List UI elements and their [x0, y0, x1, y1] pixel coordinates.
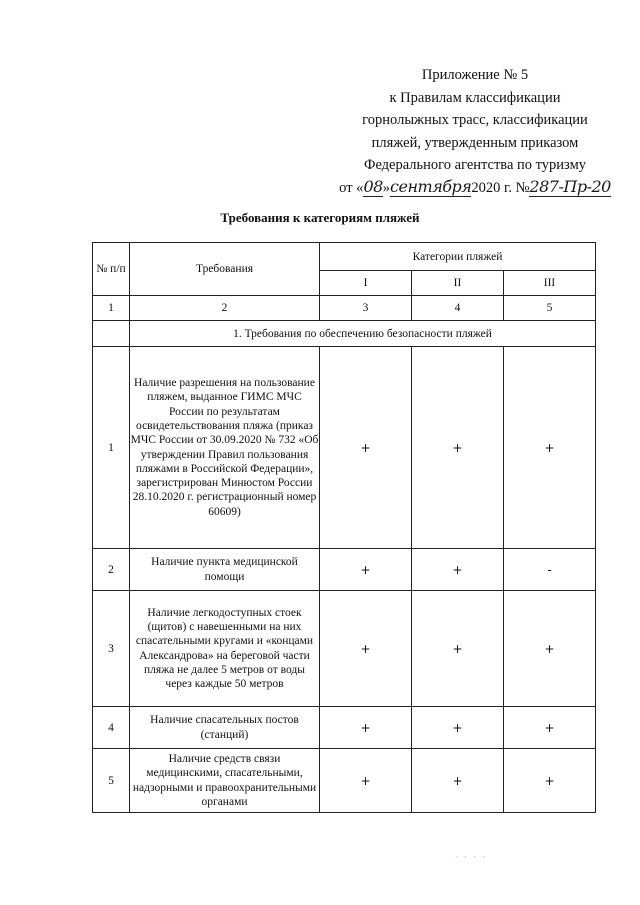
column-number: 2: [130, 296, 320, 321]
header-requirements: Требования: [130, 243, 320, 296]
category-2-mark: +: [412, 549, 504, 591]
category-3-mark: -: [504, 549, 596, 591]
header-num: № п/п: [93, 243, 130, 296]
document-title: Требования к категориям пляжей: [220, 210, 420, 225]
row-number: 1: [93, 347, 130, 549]
category-2-mark: +: [412, 707, 504, 749]
date-day-handwritten: 08: [363, 176, 383, 196]
date-prefix: от «: [339, 179, 364, 196]
column-number-row: [93, 296, 596, 321]
row-number: 5: [93, 749, 130, 813]
table-row: [93, 591, 596, 707]
requirement-text: Наличие легкодоступных стоек (щитов) с навешенными на них спасательными кругами и «концами Александрова» на береговой части пляжа не далее 5 метров от воды через каждые 50 метров: [130, 591, 320, 707]
section-row: [93, 321, 596, 347]
category-1-mark: +: [320, 749, 412, 813]
category-1-mark: +: [320, 549, 412, 591]
category-3-mark: +: [504, 707, 596, 749]
category-3-mark: +: [504, 749, 596, 813]
requirements-table: [92, 242, 596, 813]
date-month-handwritten: сентября: [390, 176, 472, 196]
date-mid: »: [382, 179, 391, 196]
table-row: [93, 749, 596, 813]
category-3-mark: +: [504, 591, 596, 707]
table-row: [93, 347, 596, 549]
column-number: 5: [504, 296, 596, 321]
table-row: [93, 707, 596, 749]
category-2-mark: +: [412, 347, 504, 549]
header-category-2: II: [412, 271, 504, 296]
header-categories: Категории пляжей: [320, 243, 596, 271]
category-1-mark: +: [320, 347, 412, 549]
appendix-line-3: горнолыжных трасс, классификации: [362, 112, 588, 128]
table-row: [93, 549, 596, 591]
header-row: [93, 243, 596, 271]
date-year: 2020 г. №: [471, 179, 530, 196]
category-2-mark: +: [412, 749, 504, 813]
scan-artifact: · · · ·: [455, 853, 487, 862]
row-number: 4: [93, 707, 130, 749]
requirement-text: Наличие пункта медицинской помощи: [130, 549, 320, 591]
requirement-text: Наличие средств связи медицинскими, спасательными, надзорными и правоохранительными органами: [130, 749, 320, 813]
appendix-line-5: Федерального агентства по туризму: [363, 157, 587, 173]
row-number: 2: [93, 549, 130, 591]
requirement-text: Наличие спасательных постов (станций): [130, 707, 320, 749]
section-title: 1. Требования по обеспечению безопасности пляжей: [130, 321, 596, 347]
order-number-handwritten: 287-Пр-20: [529, 176, 611, 196]
appendix-line-2: к Правилам классификации: [389, 89, 561, 106]
column-number: 4: [412, 296, 504, 321]
appendix-line-4: пляжей, утвержденным приказом: [371, 134, 579, 151]
column-number: 3: [320, 296, 412, 321]
header-category-1: I: [320, 271, 412, 296]
category-1-mark: +: [320, 707, 412, 749]
requirement-text: Наличие разрешения на пользование пляжем, выданное ГИМС МЧС России по результатам освидетельствования пляжа (приказ МЧС России от 30.09.2020 № 732 «Об утверждении Правил пользования пляжами в Российской Федерации», зарегистрирован Минюстом России 28.10.2020 г. регистрационный номер 60609): [130, 347, 320, 549]
header-category-3: III: [504, 271, 596, 296]
order-date-line: [330, 177, 620, 200]
column-number: 1: [93, 296, 130, 321]
category-2-mark: +: [412, 591, 504, 707]
section-empty-cell: [93, 321, 130, 347]
category-3-mark: +: [504, 347, 596, 549]
appendix-line-1: Приложение № 5: [421, 67, 529, 83]
row-number: 3: [93, 591, 130, 707]
appendix-header: [330, 64, 620, 199]
category-1-mark: +: [320, 591, 412, 707]
